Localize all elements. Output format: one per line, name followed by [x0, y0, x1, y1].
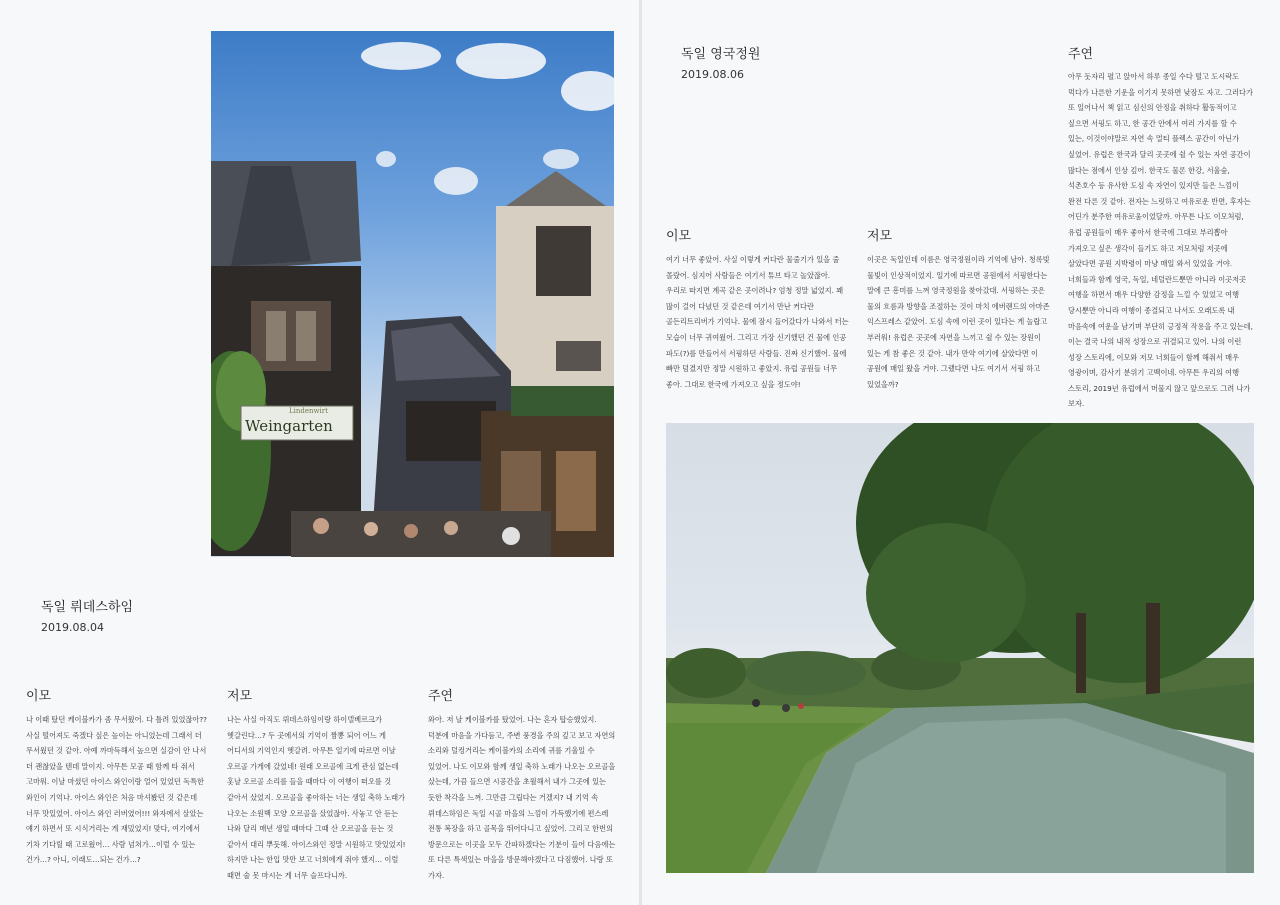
left-col-3-text: 와아. 저 날 케이블카를 탔었어. 나는 혼자 탑승했었지. 덕분에 마음을 가다듬고, 주변 풍경을 주의 깊고 보고 자연의 소리와 덜컹거리는 케이블카의 소리에 귀를 기울일 수 있었어. 나도 이모와 함께 생일 축하 노래가 나오는 오르골을 샀는데, 가끔 들으면 시공간을 초월해서 내가 그곳에 있는 듯한 착각을 느껴. 그만큼 그립다는 거겠지? 내 기억 속 뤼데스하임은 독일 시골 마을의 느낌이 가득했기에 편스레 전통 복장을 하고 골목을 뛰어다니고 싶었어. 그리고 한번의 방문으로는 이곳을 모두 간파하겠다는 기분이 들어 다음에는 또 다른 특색있는 마을을 방문해야겠다고 다짐했어. 나랑 또 가자. [428, 715, 616, 880]
left-col-2-heading: 저모 [227, 689, 253, 704]
sign-small-text: Lindenwirt [289, 407, 328, 415]
left-col-2-text: 나는 사실 아직도 뤼데스하임이랑 하이델베르크가 헷갈린다…? 두 곳에서의 기억이 짬뽕 되어 어느 게 어디서의 기억인지 헷갈려. 아무튼 일기에 따르면 이날 오르골 가게에 갔었네! 원래 오르골에 크게 관심 없는데 홋날 오르골 소리를 들을 때마다 이 여행이 떠오를 것 같아서 샀었지. 오르골을 좋아하는 너는 생일 축하 노래가 나오는 소원백 모양 오르골을 샀었잖아. 사놓고 안 듣는 나와 달리 매년 생일 때마다 그때 산 오르골을 듣는 것 같아서 대리 뿌듯해. 아이스와인 정말 시원하고 맛있었지! 하지만 나는 한입 맛만 보고 너희에게 줘야 했지… 이럴 때면 술 못 마시는 게 너무 슬프다니까. [227, 715, 406, 880]
right-page-date: 2019.08.06 [681, 68, 744, 81]
left-col-1-heading: 이모 [26, 689, 52, 704]
right-col-3-heading: 주연 [1068, 47, 1094, 62]
left-col-1-text: 나 이때 탔던 케이블카가 좀 무서웠어. 다 틀려 있었잖아?? 사실 떨어져도 죽겠다 싶은 높이는 아니었는데 그래서 더 무서웠던 것 같아. 아예 까마득해서 높으면 실감이 안 나서 더 괜찮았을 텐데 말이지. 아무튼 모공 때 함께 타 줘서 고마워. 이날 마셨던 아이스 와인이랑 얼어 있었던 독특한 와인이 기억나. 아이스 와인은 처음 마셔봤던 것 같은데 너무 맛있었어. 아이스 와인 러버였어!!! 와자에서 살았는 얘기 하면서 또 시식거리는 게 재밌었지! 맞다, 여기에서 기차 기다릴 때 고로웠어… 사람 넘쳐가…이럴 수 있는 건가…? 아니, 이래도…되는 건가…? [26, 715, 207, 865]
right-col-1-heading: 이모 [666, 229, 692, 244]
rudesheim-photo [211, 31, 614, 557]
rudesheim-photo-art [211, 31, 614, 557]
weingarten-sign-text: Weingarten [245, 417, 333, 435]
right-col-2-text: 이곳은 독일인데 이름은 영국정원이라 기억에 남아. 청록빛 물빛이 인상적이었지. 일기에 따르면 공원에서 서핑한다는 말에 큰 흥미를 느껴 영국정원을 찾아갔대. 서핑하는 곳은 물의 흐름과 방향을 조절하는 것이 마치 에버랜드의 아마존 익스프레스 같았어. 도심 속에 이런 곳이 있다는 게 놀랍고 부러워! 유럽은 곳곳에 자연을 느끼고 쉴 수 있는 장원이 있는 게 참 좋은 것 같아. 내가 만약 여기에 살았다면 이 공원에 매일 왔을 거야. 그랬다면 나도 여기서 서핑 하고 있었을까? [867, 255, 1050, 389]
left-page-date: 2019.08.04 [41, 621, 104, 634]
right-page-title: 독일 영국정원 [681, 47, 761, 62]
page-gutter [639, 0, 642, 905]
right-col-2-heading: 저모 [867, 229, 893, 244]
left-page-title: 독일 뤼데스하임 [41, 600, 134, 615]
right-col-1-text: 여기 너무 좋았어. 사실 이렇게 커다란 물줄기가 있을 줄 몰랐어. 심지어 사람들은 여기서 튜브 타고 놀았잖아. 우리로 따지면 계곡 같은 곳이려나? 엄청 정말 넓었지. 꽤 많이 걸어 다녔던 것 같은데 여기서 만난 커다란 골든리트리버가 기억나. 물에 잠시 들어갔다가 나와서 터는 모습이 너무 귀여웠어. 그리고 가장 신기했던 건 물에 인공 파도(?)를 만들어서 서핑하던 사람들. 진짜 신기했어. 물에 빠만 덤겼지만 정말 시원하고 좋았지. 유럽 공원들 너무 좋아. 그대로 한국에 가져오고 싶을 정도야! [666, 255, 849, 389]
english-garden-photo-art [666, 423, 1254, 873]
left-col-3-heading: 주연 [428, 689, 454, 704]
english-garden-photo [666, 423, 1254, 873]
right-col-3-text: 아무 돗자리 펼고 앉아서 하루 종일 수다 떨고 도시락도 먹다가 나른한 기운을 이기지 못하면 낮잠도 자고. 그러다가 또 일어나서 책 읽고 심신의 안정을 취하다 활동적이고 싶으면 서핑도 하고, 한 공간 안에서 여러 가지를 할 수 있는, 이것이야말로 자연 속 멀티 플렉스 공간이 아닌가 싶었어. 유럽은 한국과 달리 곳곳에 쉴 수 있는 자연 공간이 많다는 점에서 인상 깊어. 한국도 물론 한강, 서울숲, 석촌호수 등 유사한 도심 속 자연이 있지만 들은 느낌이 완전 다른 것 같아. 전자는 느릿하고 여유로운 반면, 후자는 어딘가 분주한 여유로움이었달까. 아무튼 나도 이모처럼, 유럽 공원들이 매우 좋아서 한국에 그대로 부리뽑아 가져오고 싶은 생각이 들기도 하고 저모처럼 저곳에 살았다면 공원 지박령이 마냥 매일 와서 있었을 거야. 너희들과 함께 영국, 독일, 네덜란드뿐만 아니라 이곳저곳 여행을 하면서 매우 다양한 감정을 느낄 수 있었고 여행 당시뿐만 아니라 여행이 종결되고 나서도 오래도록 내 마음속에 여운을 남기며 부단히 긍정적 작용을 주고 있는데, 이는 결국 나의 내적 성장으로 귀결되고 있어. 나의 이런 성장 스토리에, 이모와 저모 너희들이 함께 해줘서 매우 영광이며, 감사기 분위기 고백이네. 아무튼 우리의 여행 스토리, 2019년 유럽에서 머물지 않고 앞으로도 그려 나가 보자. [1068, 72, 1253, 409]
